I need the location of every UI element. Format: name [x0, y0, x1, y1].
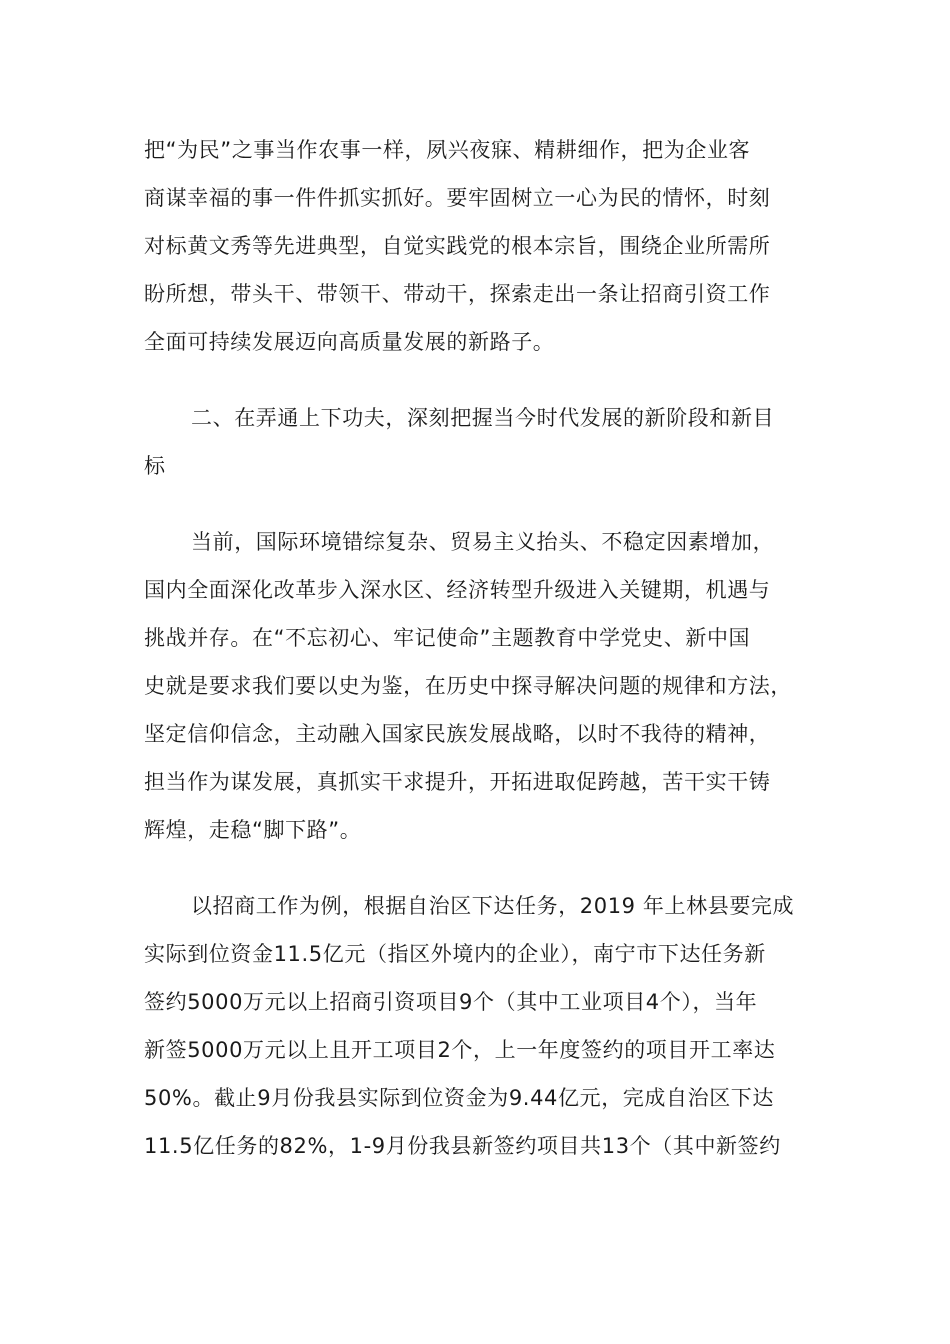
text-line: 50%。截止9月份我县实际到位资金为9.44亿元，完成自治区下达 — [144, 1086, 774, 1110]
text-line: 对标黄文秀等先进典型，自觉实践党的根本宗旨，围绕企业所需所 — [144, 234, 771, 258]
text-line: 签约5000万元以上招商引资项目9个（其中工业项目4个），当年 — [144, 990, 758, 1014]
text-line: 当前，国际环境错综复杂、贸易主义抬头、不稳定因素增加， — [191, 530, 775, 554]
text-line: 全面可持续发展迈向高质量发展的新路子。 — [144, 330, 555, 354]
text-line: 实际到位资金11.5亿元（指区外境内的企业），南宁市下达任务新 — [144, 942, 766, 966]
section-heading: 二、在弄通上下功夫，深刻把握当今时代发展的新阶段和新目 — [191, 406, 775, 430]
text-line: 辉煌，走稳“脚下路”。 — [144, 818, 362, 842]
text-line: 国内全面深化改革步入深水区、经济转型升级进入关键期，机遇与 — [144, 578, 771, 602]
text-line: 11.5亿任务的82%，1-9月份我县新签约项目共13个（其中新签约 — [144, 1134, 781, 1158]
section-heading-continuation: 标 — [144, 454, 166, 478]
text-line: 挑战并存。在“不忘初心、牢记使命”主题教育中学党史、新中国 — [144, 626, 751, 650]
text-line: 担当作为谋发展，真抓实干求提升，开拓进取促跨越，苦干实干铸 — [144, 770, 771, 794]
text-line: 商谋幸福的事一件件抓实抓好。要牢固树立一心为民的情怀，时刻 — [144, 186, 771, 210]
text-line: 新签5000万元以上且开工项目2个，上一年度签约的项目开工率达 — [144, 1038, 776, 1062]
text-line: 坚定信仰信念，主动融入国家民族发展战略，以时不我待的精神， — [144, 722, 771, 746]
text-line: 盼所想，带头干、带领干、带动干，探索走出一条让招商引资工作 — [144, 282, 771, 306]
text-line: 把“为民”之事当作农事一样，夙兴夜寐、精耕细作，把为企业客 — [144, 138, 751, 162]
text-line: 以招商工作为例，根据自治区下达任务，2019 年上林县要完成 — [191, 894, 795, 918]
text-line: 史就是要求我们要以史为鉴，在历史中探寻解决问题的规律和方法， — [144, 674, 792, 698]
